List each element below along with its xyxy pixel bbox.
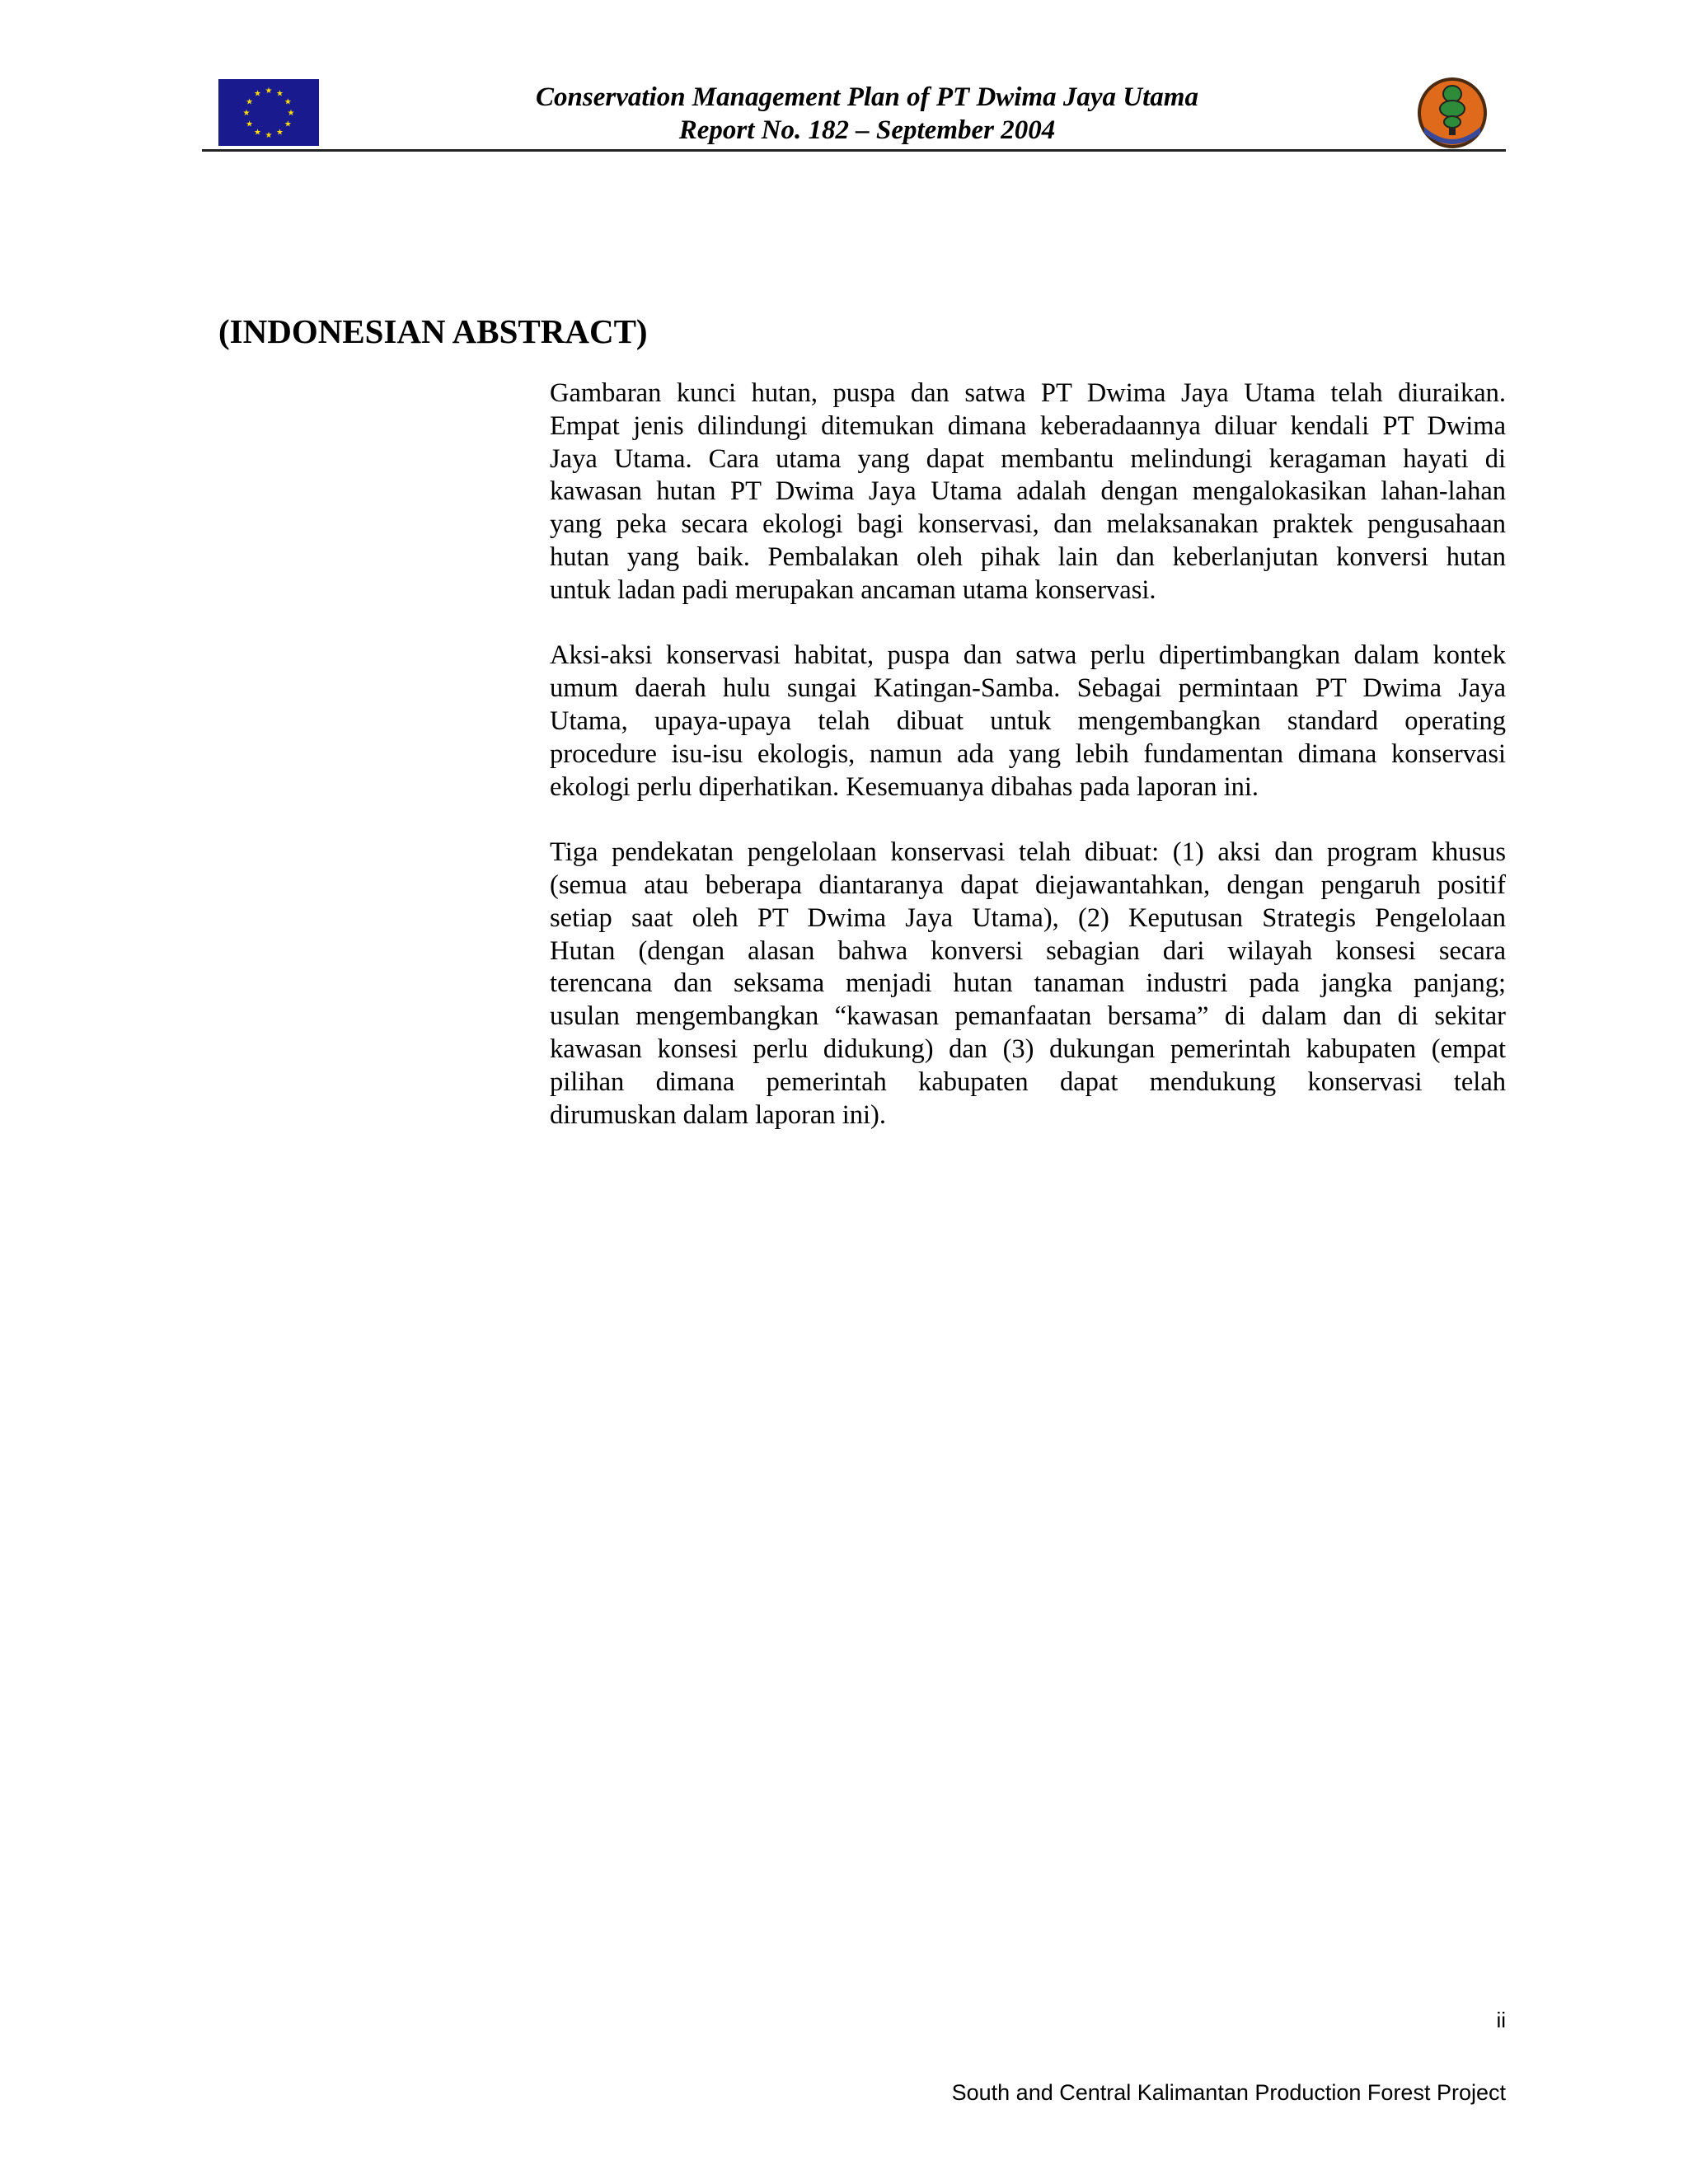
star-icon: ★ — [284, 97, 292, 107]
footer-text: South and Central Kalimantan Production Forest Project — [951, 2080, 1506, 2105]
paragraph-line: hutan yang baik. Pembalakan oleh pihak lain dan keberlanjutan konversi hutan — [550, 541, 1506, 572]
paragraph-line: ekologi perlu diperhatikan. Kesemuanya dibahas pada laporan ini. — [550, 771, 1259, 802]
star-icon: ★ — [246, 120, 254, 129]
eu-flag-icon — [218, 79, 319, 146]
star-icon: ★ — [265, 131, 273, 140]
star-icon: ★ — [242, 109, 251, 118]
star-icon: ★ — [284, 120, 292, 129]
paragraph-line: Empat jenis dilindungi ditemukan dimana keberadaannya diluar kendali PT Dwima — [550, 410, 1506, 441]
forestry-emblem-icon — [1416, 76, 1489, 150]
header-title-line2: Report No. 182 – September 2004 — [678, 115, 1056, 145]
paragraph-line: procedure isu-isu ekologis, namun ada yang lebih fundamentan dimana konservasi — [550, 738, 1506, 769]
abstract-paragraph — [550, 377, 1506, 607]
paragraph-line: Jaya Utama. Cara utama yang dapat membantu melindungi keragaman hayati di — [550, 443, 1506, 474]
header-rule — [202, 149, 1506, 152]
star-icon: ★ — [254, 89, 261, 99]
section-heading: (INDONESIAN ABSTRACT) — [218, 312, 648, 350]
paragraph-line: pilihan dimana pemerintah kabupaten dapat mendukung konservasi telah — [550, 1066, 1506, 1097]
paragraph-line: kawasan konsesi perlu didukung) dan (3) dukungan pemerintah kabupaten (empat — [550, 1033, 1506, 1064]
paragraph-line: Utama, upaya-upaya telah dibuat untuk mengembangkan standard operating — [550, 705, 1506, 736]
paragraph-line: usulan mengembangkan “kawasan pemanfaatan bersama” di dalam dan di sekitar — [550, 1001, 1506, 1032]
paragraph-line: setiap saat oleh PT Dwima Jaya Utama), (2) Keputusan Strategis Pengelolaan — [550, 902, 1506, 933]
header-title-line1: Conservation Management Plan of PT Dwima Jaya Utama — [536, 82, 1198, 112]
paragraph-line: yang peka secara ekologi bagi konservasi, dan melaksanakan praktek pengusahaan — [550, 509, 1506, 540]
star-icon: ★ — [276, 128, 284, 138]
star-icon: ★ — [246, 97, 254, 107]
paragraph-line: dirumuskan dalam laporan ini). — [550, 1099, 886, 1130]
abstract-paragraph — [550, 837, 1506, 1132]
header-title — [495, 81, 1240, 147]
paragraph-line: Tiga pendekatan pengelolaan konservasi telah dibuat: (1) aksi dan program khusus — [550, 837, 1506, 868]
paragraph-line: Gambaran kunci hutan, puspa dan satwa PT Dwima Jaya Utama telah diuraikan. — [550, 378, 1506, 408]
star-icon: ★ — [276, 89, 284, 99]
star-icon: ★ — [265, 87, 273, 96]
paragraph-line: (semua atau beberapa diantaranya dapat diejawantahkan, dengan pengaruh positif — [550, 869, 1506, 900]
abstract-paragraph — [550, 640, 1506, 804]
abstract-body — [550, 377, 1506, 1165]
paragraph-line: Aksi-aksi konservasi habitat, puspa dan satwa perlu dipertimbangkan dalam kontek — [550, 640, 1506, 671]
paragraph-line: untuk ladan padi merupakan ancaman utama konservasi. — [550, 574, 1156, 605]
paragraph-line: terencana dan seksama menjadi hutan tanaman industri pada jangka panjang; — [550, 968, 1506, 999]
paragraph-line: kawasan hutan PT Dwima Jaya Utama adalah dengan mengalokasikan lahan-lahan — [550, 476, 1506, 507]
paragraph-line: Hutan (dengan alasan bahwa konversi sebagian dari wilayah konsesi secara — [550, 935, 1506, 966]
paragraph-line: umum daerah hulu sungai Katingan-Samba. Sebagai permintaan PT Dwima Jaya — [550, 673, 1506, 704]
star-icon: ★ — [254, 128, 261, 138]
page-number: ii — [1496, 2008, 1506, 2032]
star-icon: ★ — [287, 109, 295, 118]
